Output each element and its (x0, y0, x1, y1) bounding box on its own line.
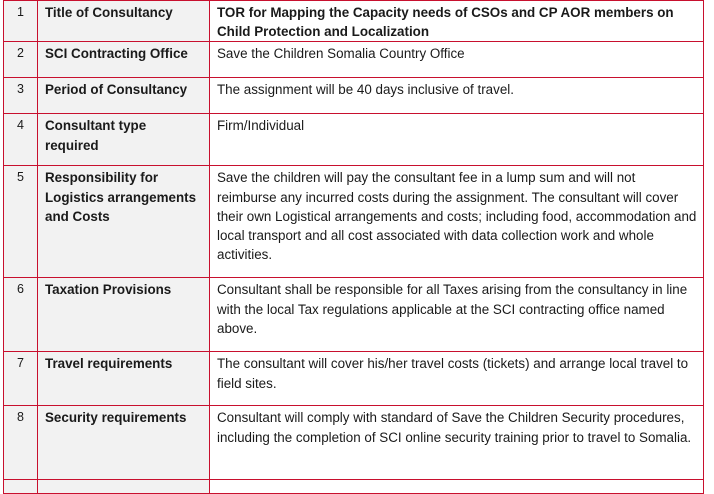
row-value: Save the children will pay the consultant fee in a lump sum and will not reimburse any incurred costs during the assignment. The consultant will cover their own Logistical arrangements and costs; including food, accommodation and local transport and all cost associated with data collection work and whole activities. (210, 166, 704, 278)
row-number-empty (4, 480, 38, 494)
row-label: Responsibility for Logistics arrangements and Costs (38, 166, 210, 278)
table-row (4, 278, 704, 352)
row-number: 4 (4, 114, 38, 166)
row-number: 1 (4, 1, 38, 42)
consultancy-title-value: TOR for Mapping the Capacity needs of CSOs and CP AOR members on Child Protection and Localization (210, 1, 704, 42)
table-row (4, 114, 704, 166)
row-value: The assignment will be 40 days inclusive of travel. (210, 78, 704, 114)
table-row (4, 406, 704, 480)
table-row (4, 166, 704, 278)
row-number: 6 (4, 278, 38, 352)
row-label: Period of Consultancy (38, 78, 210, 114)
table-row (4, 1, 704, 42)
row-value-empty (210, 480, 704, 494)
row-label: SCI Contracting Office (38, 42, 210, 78)
table-row (4, 352, 704, 406)
row-label: Title of Consultancy (38, 1, 210, 42)
row-label: Taxation Provisions (38, 278, 210, 352)
row-label: Consultant type required (38, 114, 210, 166)
row-label-empty (38, 480, 210, 494)
row-number: 7 (4, 352, 38, 406)
row-value: The consultant will cover his/her travel costs (tickets) and arrange local travel to field sites. (210, 352, 704, 406)
row-value: Consultant will comply with standard of Save the Children Security procedures, including the completion of SCI online security training prior to travel to Somalia. (210, 406, 704, 480)
table-row (4, 78, 704, 114)
consultancy-terms-table (3, 0, 704, 494)
row-number: 5 (4, 166, 38, 278)
row-label: Travel requirements (38, 352, 210, 406)
row-value: Firm/Individual (210, 114, 704, 166)
row-number: 8 (4, 406, 38, 480)
row-number: 2 (4, 42, 38, 78)
row-number: 3 (4, 78, 38, 114)
table-row-partial (4, 480, 704, 494)
row-value: Consultant shall be responsible for all Taxes arising from the consultancy in line with the local Tax regulations applicable at the SCI contracting office named above. (210, 278, 704, 352)
row-value: Save the Children Somalia Country Office (210, 42, 704, 78)
table-row (4, 42, 704, 78)
row-label: Security requirements (38, 406, 210, 480)
